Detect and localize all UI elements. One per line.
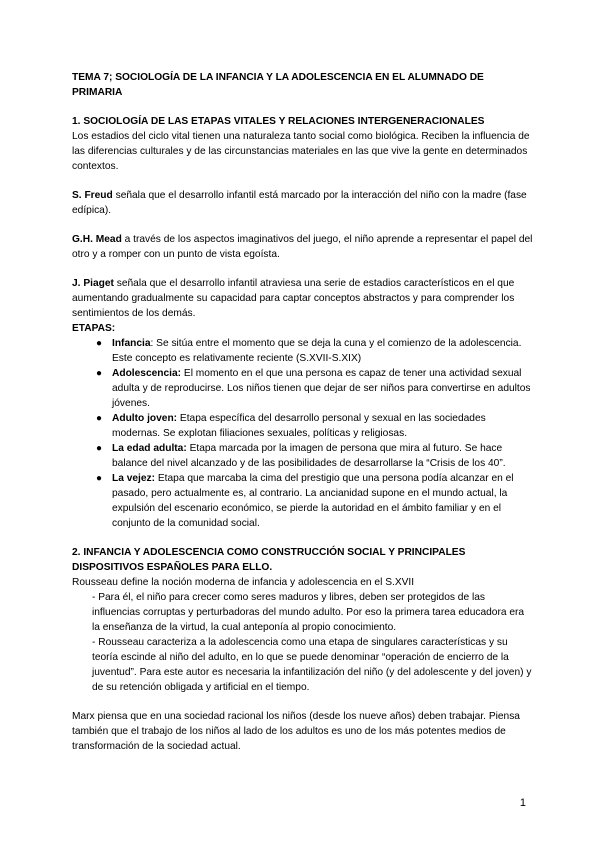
mead-text: a través de los aspectos imaginativos del juego, el niño aprende a representar el papel del otro y a romper con un punto de vista egoísta. xyxy=(72,234,533,260)
section-2-heading: 2. INFANCIA Y ADOLESCENCIA COMO CONSTRUCCIÓN SOCIAL Y PRINCIPALES DISPOSITIVOS ESPAÑOLES PARA ELLO. xyxy=(72,547,466,573)
mead-paragraph xyxy=(72,232,534,262)
page-number: 1 xyxy=(519,797,526,809)
etapas-list xyxy=(72,336,534,531)
section-1-heading: 1. SOCIOLOGÍA DE LAS ETAPAS VITALES Y RELACIONES INTERGENERACIONALES xyxy=(72,116,485,127)
section-1-intro: Los estadios del ciclo vital tienen una naturaleza tanto social como biológica. Reciben la influencia de las diferencias culturales y de las circunstancias materiales en las que vive la gente en determinados contextos. xyxy=(72,131,530,172)
freud-paragraph xyxy=(72,188,534,218)
etapa-term: Adulto joven: xyxy=(112,413,178,424)
list-item xyxy=(96,411,534,441)
etapa-text: El momento en el que una persona es capaz de tener una actividad sexual adulta y de reproducirse. Los niños tienen que dejar de ser niños para convertirse en adultos jóvenes. xyxy=(112,368,531,409)
etapa-text: Etapa específica del desarrollo personal y sexual en las sociedades modernas. Se explotan filiaciones sexuales, políticas y religiosas. xyxy=(112,413,486,439)
bullet-icon: ● xyxy=(96,443,103,454)
etapa-term: La edad adulta: xyxy=(112,443,187,454)
etapa-term: La vejez: xyxy=(112,473,156,484)
etapa-text: Etapa marcada por la imagen de persona que mira al futuro. Se hace balance del nivel alcanzado y de las posibilidades de desarrollarse la “Crisis de los 40”. xyxy=(112,443,506,469)
rousseau-point-1: - Para él, el niño para crecer como seres maduros y libres, deben ser protegidos de las influencias corruptas y perturbadoras del mundo adulto. Por eso la primera tarea educadora era la enseñanza de la virtud, la cual anteponía al propio conocimiento. xyxy=(92,592,525,633)
list-item xyxy=(96,441,534,471)
list-item xyxy=(96,471,534,531)
bullet-icon: ● xyxy=(96,413,103,424)
etapa-text: : Se sitúa entre el momento que se deja la cuna y el comienzo de la adolescencia. Este concepto es relativamente reciente (S.XVII-S.XIX) xyxy=(112,338,522,364)
etapa-term: Adolescencia: xyxy=(112,368,182,379)
document-title: TEMA 7; SOCIOLOGÍA DE LA INFANCIA Y LA ADOLESCENCIA EN EL ALUMNADO DE PRIMARIA xyxy=(72,72,484,98)
page-content xyxy=(72,70,534,754)
list-item xyxy=(96,366,534,411)
freud-text: señala que el desarrollo infantil está marcado por la interacción del niño con la madre (fase edípica). xyxy=(72,190,527,216)
rousseau-point-2: - Rousseau caracteriza a la adolescencia como una etapa de singulares características y su teoría escinde al niño del adulto, en lo que se puede denominar “operación de encierro de la juventud”. Para este autor es necesaria la infantilización del niño (y del adolescente y del joven) y de su retención obligada y artificial en el tiempo. xyxy=(92,637,532,693)
bullet-icon: ● xyxy=(96,368,103,379)
etapa-term: Infancia xyxy=(112,338,151,349)
freud-name: S. Freud xyxy=(72,190,113,201)
piaget-text: señala que el desarrollo infantil atraviesa una serie de estadios característicos en el que aumentando gradualmente su capacidad para captar conceptos abstractos y para comprender los sentimientos de los demás. xyxy=(72,278,515,319)
piaget-paragraph xyxy=(72,276,534,321)
bullet-icon: ● xyxy=(96,473,103,484)
piaget-name: J. Piaget xyxy=(72,278,114,289)
marx-paragraph: Marx piensa que en una sociedad racional los niños (desde los nueve años) deben trabajar. Piensa también que el trabajo de los niños al lado de los adultos es uno de los más potentes medios de transformación de la sociedad actual. xyxy=(72,711,520,752)
rousseau-intro: Rousseau define la noción moderna de infancia y adolescencia en el S.XVII xyxy=(72,577,415,588)
bullet-icon: ● xyxy=(96,338,103,349)
list-item xyxy=(96,336,534,366)
etapa-text: Etapa que marcaba la cima del prestigio que una persona podía alcanzar en el pasado, pero actualmente es, al contrario. La ancianidad supone en el mundo actual, la expulsión del escenario económico, se pierde la autoridad en el ámbito familiar y en el conjunto de la comunidad social. xyxy=(112,473,514,529)
mead-name: G.H. Mead xyxy=(72,234,122,245)
etapas-label: ETAPAS: xyxy=(72,323,116,334)
